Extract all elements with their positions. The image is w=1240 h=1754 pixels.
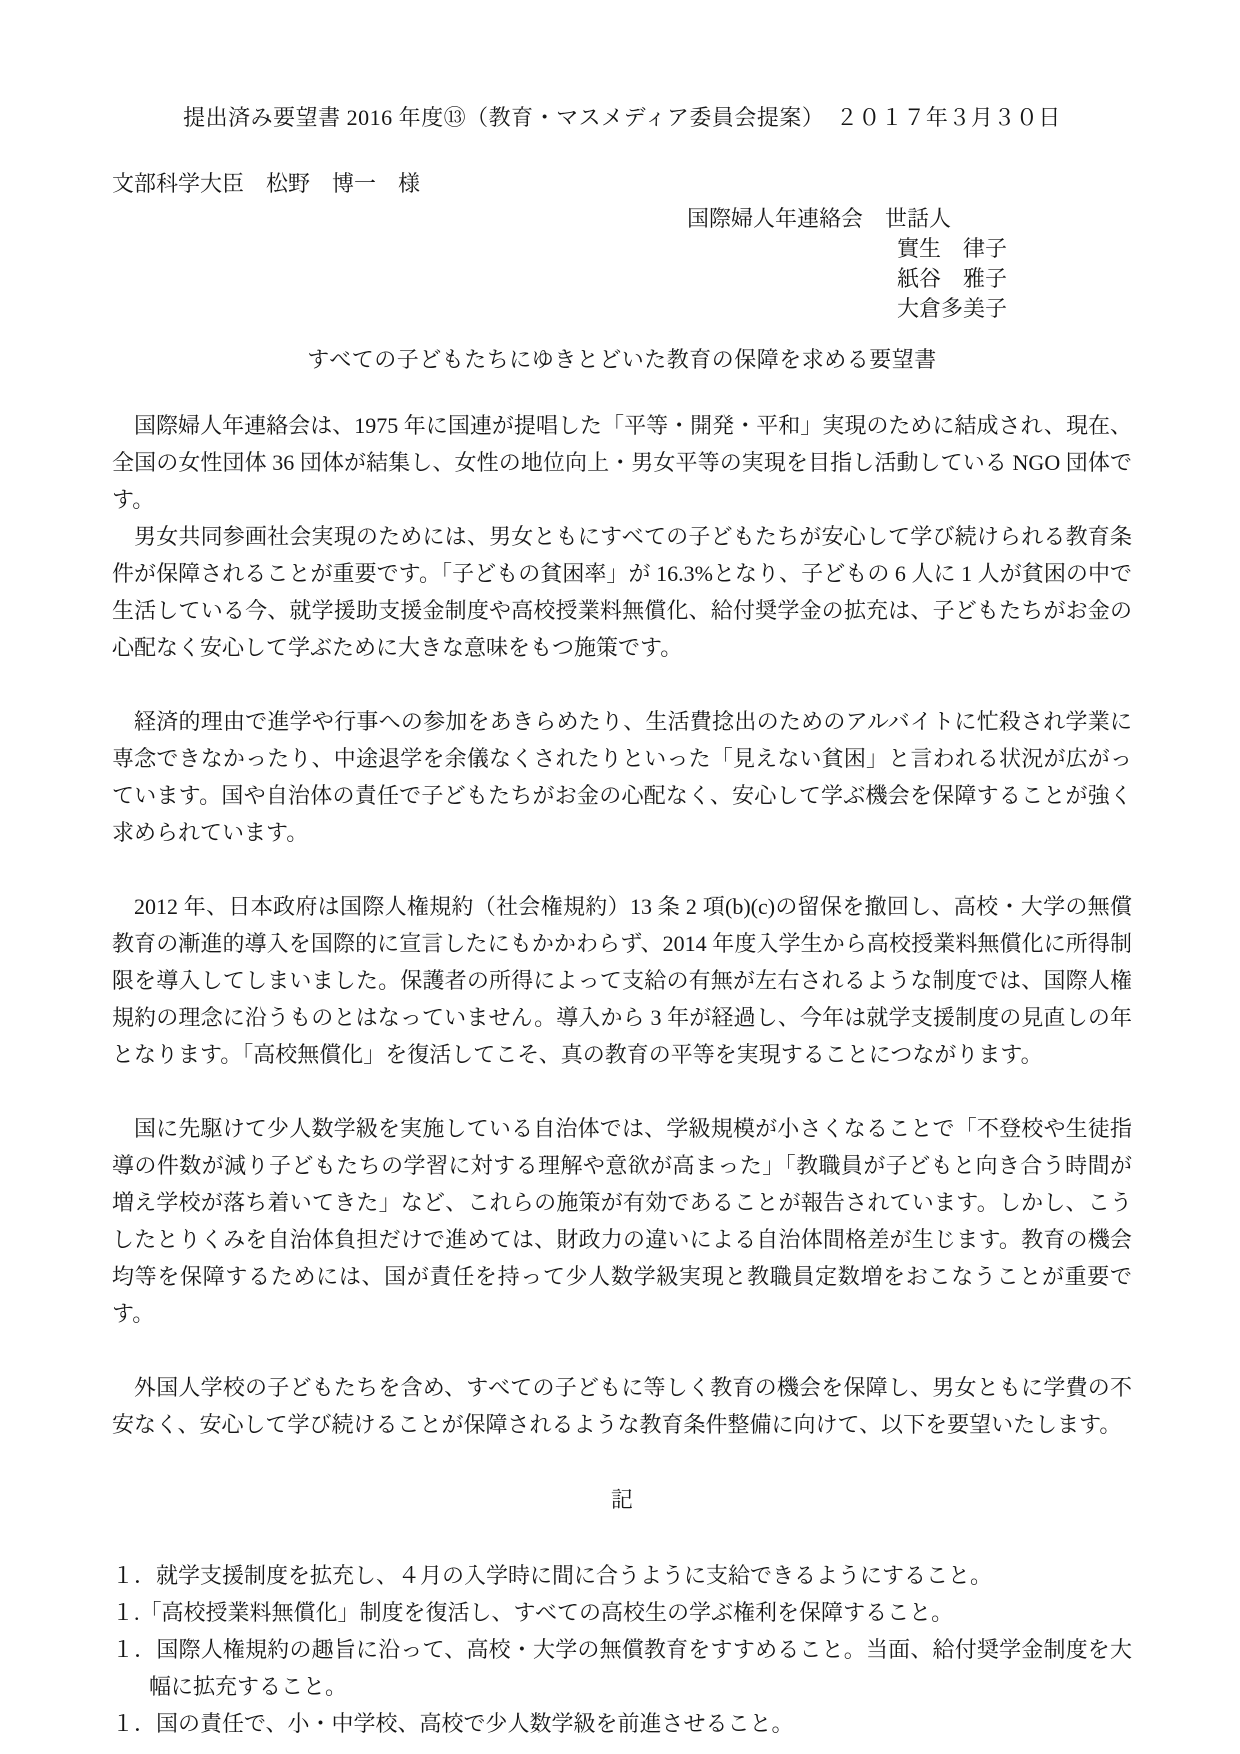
addressee-line: 文部科学大臣 松野 博一 様 xyxy=(112,171,421,196)
sender-name: 實生 律子 xyxy=(897,236,1008,261)
request-item: １．国の責任で、小・中学校、高校で少人数学級を前進させること。 xyxy=(112,1711,794,1736)
paragraph-small-class-sizes: 国に先駆けて少人数学級を実施している自治体では、学級規模が小さくなることで「不登校や生徒指導の件数が減り子どもたちの学習に対する理解や意欲が高まった」「教職員が子どもと向き合う時間が増え学校が落ち着いてきた」など、これらの施策が有効であることが報告されています。しかし、こうしたとりくみを自治体負担だけで進めては、財政力の違いによる自治体間格差が生じます。教育の機会均等を保障するためには、国が責任を持って少人数学級実現と教職員定数増をおこなうことが重要です。 xyxy=(112,1116,1132,1326)
paragraph-request-intro: 外国人学校の子どもたちを含め、すべての子どもに等しく教育の機会を保障し、男女ともに学費の不安なく、安心して学び続けることが保障されるような教育条件整備に向けて、以下を要望いたします。 xyxy=(112,1375,1132,1437)
sender-name: 大倉多美子 xyxy=(897,296,1008,321)
request-item: １．国際人権規約の趣旨に沿って、高校・大学の無償教育をすすめること。当面、給付奨学金制度を大幅に拡充すること。 xyxy=(112,1637,1132,1699)
paragraph-invisible-poverty: 経済的理由で進学や行事への参加をあきらめたり、生活費捻出のためのアルバイトに忙殺され学業に専念できなかったり、中途退学を余儀なくされたりといった「見えない貧困」と言われる状況が広がっています。国や自治体の責任で子どもたちがお金の心配なく、安心して学ぶ機会を保障することが強く求められています。 xyxy=(112,709,1132,845)
subject-title: すべての子どもたちにゆきとどいた教育の保障を求める要望書 xyxy=(307,347,937,372)
request-item: １.「高校授業料無償化」制度を復活し、すべての高校生の学ぶ権利を保障すること。 xyxy=(112,1600,954,1625)
document-title: 提出済み要望書 2016 年度⑬（教育・マスメディア委員会提案） ２０１７年３月３０日 xyxy=(183,105,1061,130)
ki-heading: 記 xyxy=(610,1487,633,1512)
request-list xyxy=(112,1557,1132,1742)
paragraph-organization-intro: 国際婦人年連絡会は、1975 年に国連が提唱した「平等・開発・平和」実現のために結成され、現在、全国の女性団体 36 団体が結集し、女性の地位向上・男女平等の実現を目指し活動している NGO 団体です。 xyxy=(112,413,1132,512)
paragraph-human-rights-covenant: 2012 年、日本政府は国際人権規約（社会権規約）13 条 2 項(b)(c)の留保を撤回し、高校・大学の無償教育の漸進的導入を国際的に宣言したにもかかわらず、2014 年度入学生から高校授業料無償化に所得制限を導入してしまいました。保護者の所得によって支給の有無が左右されるような制度では、国際人権規約の理念に沿うものとはなっていません。導入から 3 年が経過し、今年は就学支援制度の見直しの年となります。「高校無償化」を復活してこそ、真の教育の平等を実現することにつながります。 xyxy=(112,894,1132,1067)
sender-name: 紙谷 雅子 xyxy=(897,266,1008,291)
sender-organization: 国際婦人年連絡会 世話人 xyxy=(687,206,952,231)
request-item: １．就学支援制度を拡充し、４月の入学時に間に合うように支給できるようにすること。 xyxy=(112,1563,993,1588)
paragraph-child-poverty: 男女共同参画社会実現のためには、男女ともにすべての子どもたちが安心して学び続けられる教育条件が保障されることが重要です。「子どもの貧困率」が 16.3%となり、子どもの 6 人に 1 人が貧困の中で生活している今、就学援助支援金制度や高校授業料無償化、給付奨学金の拡充は、子どもたちがお金の心配なく安心して学ぶために大きな意味をもつ施策です。 xyxy=(112,524,1132,660)
sender-names-block xyxy=(897,234,1132,324)
